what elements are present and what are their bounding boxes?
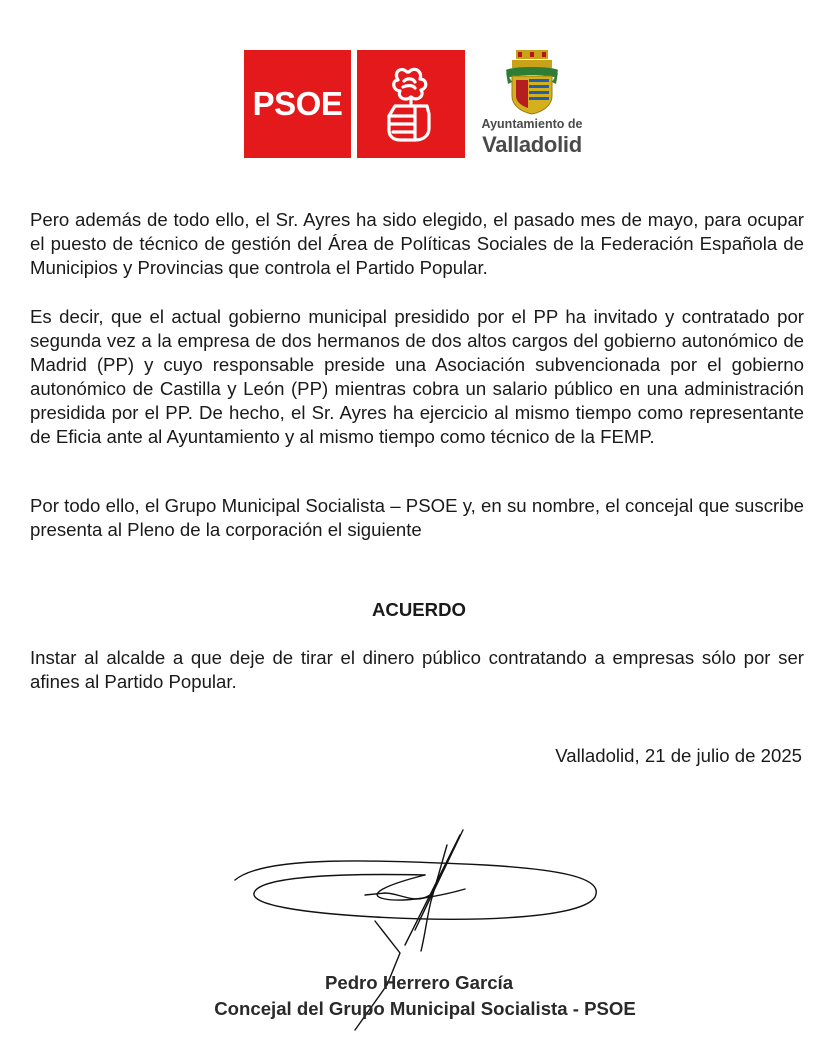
paragraph-2: Es decir, que el actual gobierno municipal presidido por el PP ha invitado y contratado por segunda vez a la empresa de dos hermanos de dos altos cargos del gobierno autonómico de Madrid (PP) y cuyo responsable preside una Asociación subvencionada por el gobierno autonómico de Castilla y León (PP) mientras cobra un salario público en una administración presidida por el PP. De hecho, el Sr. Ayres ha ejercicio al mismo tiempo como representante de Eficia ante al Ayuntamiento y al mismo tiempo como técnico de la FEMP.: [30, 306, 804, 447]
coat-of-arms-icon: [498, 50, 566, 116]
agreement-text: Instar al alcalde a que deje de tirar el dinero público contratando a empresas sólo por ser afines al Partido Popular.: [30, 647, 804, 692]
psoe-logo: PSOE: [244, 50, 351, 158]
psoe-rose-logo: [357, 50, 465, 158]
dateline: Valladolid, 21 de julio de 2025: [555, 745, 802, 766]
paragraph-3: Por todo ello, el Grupo Municipal Socialista – PSOE y, en su nombre, el concejal que suscribe presenta al Pleno de la corporación el siguiente: [30, 495, 804, 540]
handwritten-signature: [225, 825, 625, 1055]
city-name: Valladolid: [482, 132, 582, 157]
fist-rose-icon: [357, 50, 465, 158]
signatory-name: Pedro Herrero García: [324, 972, 514, 993]
signatory-title: Concejal del Grupo Municipal Socialista - PSOE: [214, 998, 636, 1019]
agreement-heading: ACUERDO: [371, 599, 466, 620]
paragraph-1: Pero además de todo ello, el Sr. Ayres ha sido elegido, el pasado mes de mayo, para ocupar el puesto de técnico de gestión del Área de Políticas Sociales de la Federación Española de Municipios y Provincias que controla el Partido Popular.: [30, 209, 804, 278]
letterhead: [244, 50, 594, 160]
ayuntamiento-label: Ayuntamiento de: [481, 117, 583, 131]
ayuntamiento-valladolid-logo: [470, 50, 594, 160]
